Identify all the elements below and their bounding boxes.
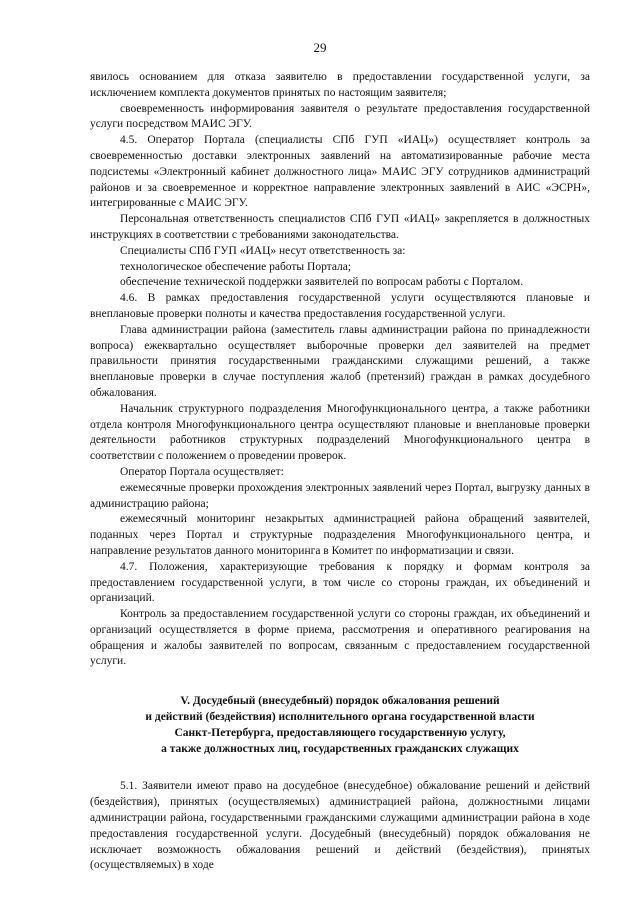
paragraph: своевременность информирования заявителя о результате предоставления государственной услуги посредством МАИС ЭГУ. bbox=[90, 102, 590, 131]
section-heading-line: и действий (бездействия) исполнительного органа государственной власти bbox=[145, 711, 535, 724]
paragraph: Начальник структурного подразделения Многофункционального центра, а также работники отдела контроля Многофункционального центра осуществляют плановые и внеплановые проверки деятельности работников структурных подразделений Многофункционального центра в соответствии с положением о проведении проверок. bbox=[90, 402, 590, 463]
paragraph: ежемесячный мониторинг незакрытых администрацией района обращений заявителей, поданных через Портал и структурные подразделения Многофункционального центра, и направление результатов данного мониторинга в Комитет по информатизации и связи. bbox=[90, 513, 590, 557]
page-number: 29 bbox=[313, 40, 327, 55]
paragraph: Оператор Портала осуществляет: bbox=[120, 465, 284, 478]
section-heading-line: Санкт-Петербурга, предоставляющего государственную услугу, bbox=[174, 726, 506, 739]
paragraph: Персональная ответственность специалистов СПб ГУП «ИАЦ» закрепляется в должностных инструкциях в соответствии с требованиями законодательства. bbox=[90, 213, 590, 241]
paragraph: 4.7. Положения, характеризующие требования к порядку и формам контроля за предоставлением государственной услуги, в том числе со стороны граждан, их объединений и организаций. bbox=[90, 560, 590, 605]
document-body bbox=[90, 70, 590, 874]
paragraph: ежемесячные проверки прохождения электронных заявлений через Портал, выгрузку данных в администрацию района; bbox=[90, 481, 590, 510]
paragraph: Специалисты СПб ГУП «ИАЦ» несут ответственность за: bbox=[120, 244, 406, 257]
section-heading bbox=[90, 694, 590, 757]
section-heading-line: V. Досудебный (внесудебный) порядок обжалования решений bbox=[180, 695, 500, 708]
paragraph: 4.6. В рамках предоставления государственной услуги осуществляются плановые и внеплановые проверки полноты и качества предоставления государственной услуги. bbox=[90, 292, 590, 320]
paragraphs-after-section bbox=[90, 779, 590, 874]
paragraphs-before-section bbox=[90, 70, 590, 670]
paragraph: Глава администрации района (заместитель главы администрации района по принадлежности вопроса) ежеквартально осуществляет выборочные проверки дел заявителей на предмет правильности принятия государственными гражданскими служащими решений, а также внеплановые проверки в случае поступления жалоб (претензий) граждан в рамках досудебного обжалования. bbox=[90, 323, 590, 399]
paragraph: технологическое обеспечение работы Портала; bbox=[120, 260, 352, 273]
paragraph: 5.1. Заявители имеют право на досудебное (внесудебное) обжалование решений и действий (бездействия), принятых (осуществляемых) администрацией района, должностными лицами администрации района, государственными гражданскими служащими администрации района в ходе предоставления государственной услуги. Досудебный (внесудебный) порядок обжалования не исключает возможность обжалования решений и действий (бездействия), принятых (осуществляемых) в ходе bbox=[90, 780, 590, 872]
paragraph: явилось основанием для отказа заявителю в предоставлении государственной услуги, за исключением комплекта документов принятых по настоящим заявителя; bbox=[90, 71, 590, 99]
section-heading-line: а также должностных лиц, государственных гражданских служащих bbox=[161, 742, 519, 755]
paragraph: обеспечение технической поддержки заявителей по вопросам работы с Порталом. bbox=[120, 276, 524, 289]
paragraph: Контроль за предоставлением государственной услуги со стороны граждан, их объединений и организаций осуществляется в форме приема, рассмотрения и оперативного реагирования на обращения и жалобы заявителей по вопросам, связанным с предоставлением государственной услуги. bbox=[90, 608, 590, 668]
paragraph: 4.5. Оператор Портала (специалисты СПб ГУП «ИАЦ») осуществляет контроль за своевременностью доставки электронных заявлений на автоматизированные рабочие места подсистемы «Электронный кабинет должностного лица» МАИС ЭГУ сотрудников администраций районов и за своевременное и корректное направление электронных заявлений в АИС «ЭСРН», интегрированные с МАИС ЭГУ. bbox=[90, 134, 590, 210]
